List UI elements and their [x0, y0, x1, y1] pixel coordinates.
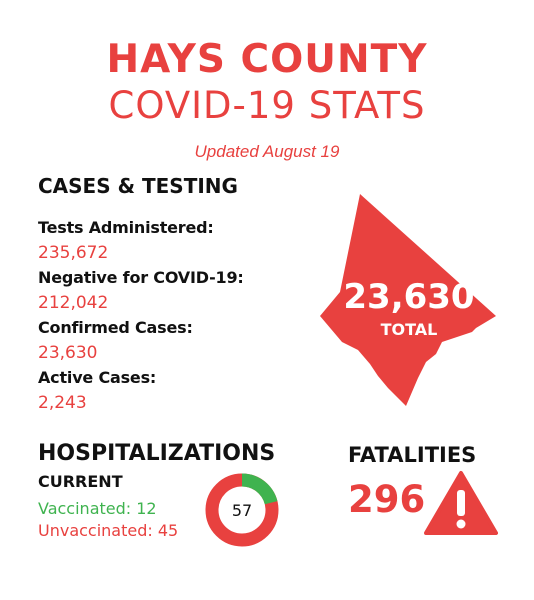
current-subheading: CURRENT — [38, 472, 123, 491]
tests-administered-value: 235,672 — [38, 243, 109, 263]
negative-label: Negative for COVID-19: — [38, 268, 244, 287]
hospitalizations-heading: HOSPITALIZATIONS — [38, 441, 276, 466]
vaccinated-count: Vaccinated: 12 — [38, 499, 157, 518]
page-title: HAYS COUNTY — [106, 37, 428, 82]
cases-testing-heading: CASES & TESTING — [38, 174, 238, 198]
unvaccinated-count: Unvaccinated: 45 — [38, 521, 179, 540]
updated-date: Updated August 19 — [194, 142, 340, 161]
donut-total: 57 — [231, 501, 253, 520]
map-total-number: 23,630 — [343, 277, 475, 317]
confirmed-cases-value: 23,630 — [38, 343, 98, 363]
confirmed-cases-label: Confirmed Cases: — [38, 318, 193, 337]
fatalities-value: 296 — [348, 478, 426, 521]
active-cases-value: 2,243 — [38, 393, 87, 413]
negative-value: 212,042 — [38, 293, 109, 313]
active-cases-label: Active Cases: — [38, 368, 157, 387]
tests-administered-label: Tests Administered: — [38, 218, 214, 237]
map-total-label: TOTAL — [380, 320, 438, 339]
hospitalization-donut — [204, 472, 280, 548]
fatalities-heading: FATALITIES — [348, 443, 477, 467]
page-subtitle: COVID-19 STATS — [108, 84, 426, 127]
warning-triangle-icon — [424, 470, 498, 536]
